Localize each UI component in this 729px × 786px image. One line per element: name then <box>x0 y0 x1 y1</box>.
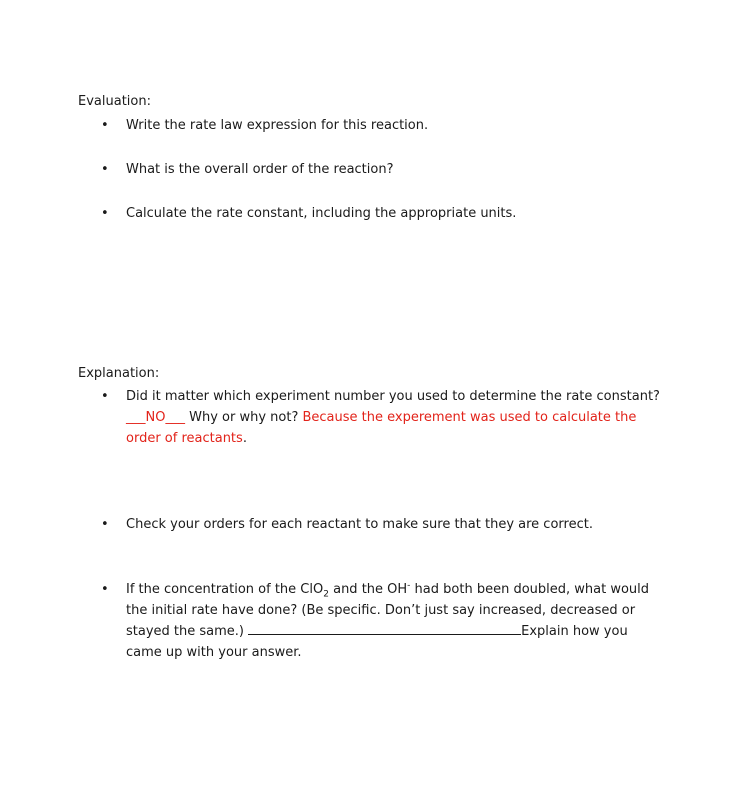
explanation-item-text <box>126 386 661 449</box>
period: . <box>242 431 247 446</box>
question-text-why: Why or why not? <box>184 410 303 425</box>
explanation-item-check-orders <box>101 514 661 535</box>
student-answer-no: ___NO___ <box>126 410 185 425</box>
bullet-icon: • <box>101 162 109 177</box>
evaluation-item-text: Write the rate law expression for this reaction. <box>126 118 429 133</box>
question-text: If the concentration of the ClO <box>126 582 324 597</box>
explanation-item-text <box>126 579 661 663</box>
bullet-icon: • <box>101 517 109 532</box>
question-text: had both been doubled, what would the initial rate have done? (Be specific. Don’t just say increased, decreased or stayed the same.) <box>126 582 650 639</box>
question-text: Did it matter which experiment number you used to determine the rate constant? <box>126 389 660 404</box>
explanation-item-experiment-number <box>101 386 661 449</box>
answer-blank-line <box>248 621 521 635</box>
evaluation-item-text: Calculate the rate constant, including the appropriate units. <box>126 206 517 221</box>
bullet-icon: • <box>101 389 109 404</box>
explanation-item-doubled-concentration <box>101 579 661 663</box>
evaluation-item-overall-order <box>101 159 661 180</box>
evaluation-item-rate-law <box>101 115 661 136</box>
superscript-minus: - <box>407 580 411 591</box>
subscript-2: 2 <box>323 589 329 600</box>
student-response: Because the experement was used to calculate the order of reactants <box>126 410 637 446</box>
evaluation-item-text: What is the overall order of the reaction? <box>126 162 394 177</box>
bullet-icon: • <box>101 206 109 221</box>
explanation-heading: Explanation: <box>78 366 160 381</box>
evaluation-heading: Evaluation: <box>78 94 151 109</box>
question-text: Explain how you came up with your answer. <box>126 624 628 660</box>
question-text: and the OH <box>328 582 408 597</box>
explanation-item-text: Check your orders for each reactant to make sure that they are correct. <box>126 517 593 532</box>
bullet-icon: • <box>101 118 109 133</box>
evaluation-item-rate-constant <box>101 203 661 224</box>
bullet-icon: • <box>101 582 109 597</box>
